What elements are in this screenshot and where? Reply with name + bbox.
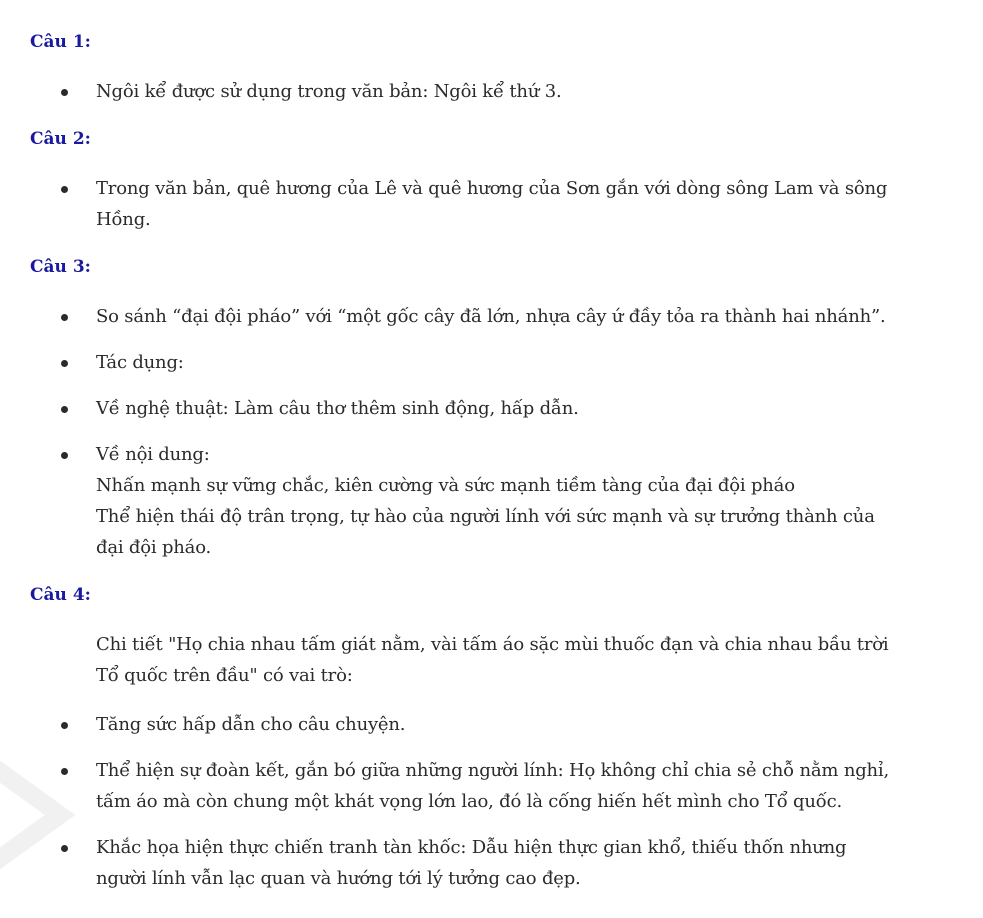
bullet-icon xyxy=(61,722,68,729)
question-4-intro: Chi tiết "Họ chia nhau tấm giát nằm, vài tấm áo sặc mùi thuốc đạn và chia nhau bầu trời Tổ quốc trên đầu" có vai trò: xyxy=(96,634,889,686)
list-item: Thể hiện sự đoàn kết, gắn bó giữa những người lính: Họ không chỉ chia sẻ chỗ nằm nghỉ, tấm áo mà còn chung một khát vọng lớn lao, đó là cống hiến hết mình cho Tổ quốc. xyxy=(30,755,960,817)
question-2-list xyxy=(30,173,960,235)
list-item: Tác dụng: xyxy=(30,347,960,378)
question-2 xyxy=(30,127,960,235)
question-2-heading: Câu 2: xyxy=(30,129,91,149)
bullet-icon xyxy=(61,768,68,775)
bullet-icon xyxy=(61,89,68,96)
list-item: Ngôi kể được sử dụng trong văn bản: Ngôi kể thứ 3. xyxy=(30,76,960,107)
question-4-heading: Câu 4: xyxy=(30,585,91,605)
answer-document xyxy=(30,30,960,914)
question-1-list xyxy=(30,76,960,107)
bullet-icon xyxy=(61,186,68,193)
bullet-icon xyxy=(61,845,68,852)
list-item: Về nội dung: Nhấn mạnh sự vững chắc, kiên cường và sức mạnh tiềm tàng của đại đội pháo Thể hiện thái độ trân trọng, tự hào của người lính với sức mạnh và sự trưởng thành của đại đội pháo. xyxy=(30,439,960,563)
bullet-icon xyxy=(61,314,68,321)
list-item: Về nghệ thuật: Làm câu thơ thêm sinh động, hấp dẫn. xyxy=(30,393,960,424)
question-4-list xyxy=(30,709,960,894)
list-item: So sánh “đại đội pháo” với “một gốc cây đã lớn, nhựa cây ứ đầy tỏa ra thành hai nhánh”. xyxy=(30,301,960,332)
list-item: Tăng sức hấp dẫn cho câu chuyện. xyxy=(30,709,960,740)
bullet-icon xyxy=(61,360,68,367)
question-3-heading: Câu 3: xyxy=(30,257,91,277)
list-item: Khắc họa hiện thực chiến tranh tàn khốc: Dẫu hiện thực gian khổ, thiếu thốn nhưng người lính vẫn lạc quan và hướng tới lý tưởng cao đẹp. xyxy=(30,832,960,894)
question-1 xyxy=(30,30,960,107)
list-item: Trong văn bản, quê hương của Lê và quê hương của Sơn gắn với dòng sông Lam và sông Hồng. xyxy=(30,173,960,235)
question-3-list xyxy=(30,301,960,563)
question-3 xyxy=(30,255,960,563)
bullet-icon xyxy=(61,406,68,413)
question-4 xyxy=(30,583,960,894)
bullet-icon xyxy=(61,452,68,459)
question-1-heading: Câu 1: xyxy=(30,32,91,52)
